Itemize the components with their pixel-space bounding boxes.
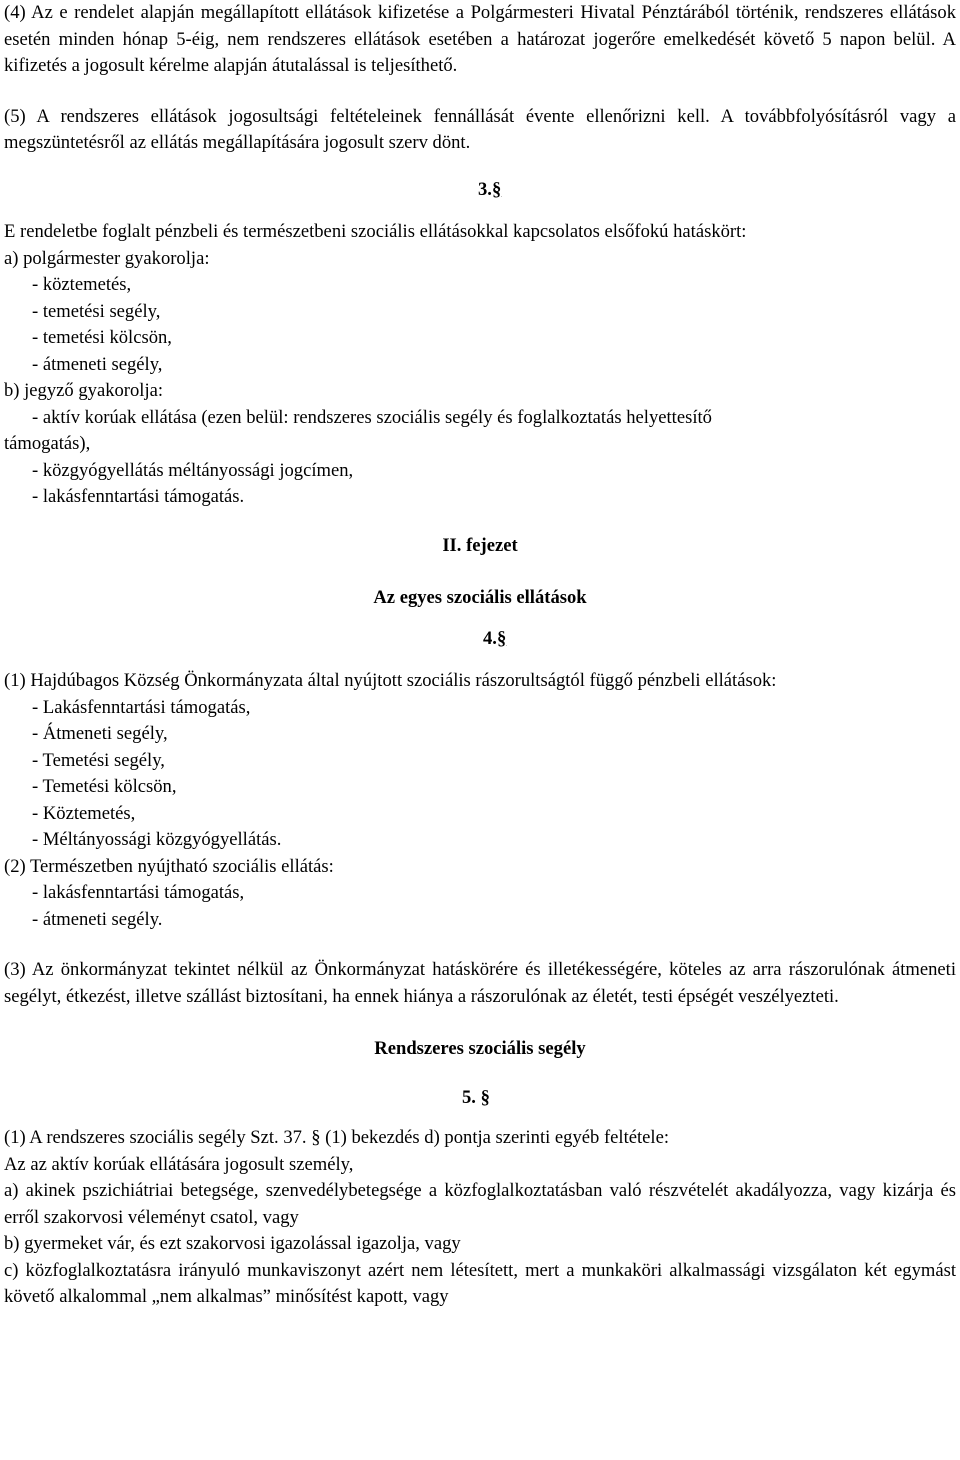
list-item: - temetési kölcsön, bbox=[32, 327, 172, 348]
list-item: - lakásfenntartási támogatás, bbox=[32, 882, 245, 903]
list-item: - temetési segély, bbox=[32, 300, 161, 322]
section-5-item-a: a) akinek pszichiátriai betegsége, szenvedélybetegsége a közfoglalkoztatásban való részvételét akadályozza, vagy kizárja és erről szakorvosi véleményt csatol, vagy bbox=[4, 1180, 956, 1228]
section-5-heading bbox=[4, 1085, 956, 1112]
section-4-heading bbox=[4, 626, 956, 653]
list-item-continuation: támogatás), bbox=[4, 433, 91, 454]
section-5-item-b: b) gyermeket vár, és ezt szakorvosi igazolással igazolja, vagy bbox=[4, 1233, 461, 1254]
section-3-sign: § bbox=[491, 178, 502, 200]
subsection-title: Rendszeres szociális segély bbox=[374, 1038, 586, 1059]
list-item: - aktív korúak ellátása (ezen belül: rendszeres szociális segély és foglalkoztatás helyettesítő bbox=[32, 406, 712, 428]
section-5-sign: § bbox=[480, 1086, 490, 1108]
section-3-heading bbox=[4, 177, 956, 204]
section-4-paragraph-1: (1) Hajdúbagos Község Önkormányzata által nyújtott szociális rászorultságtól függő pénzbeli ellátások: bbox=[4, 670, 777, 691]
section-4-paragraph-3: (3) Az önkormányzat tekintet nélkül az Önkormányzat hatáskörére és illetékességére, köteles az arra rászorulónak átmeneti segélyt, étkezést, illetve szállást biztosítani, ha ennek hiánya a rászorulónak az életét, testi épségét veszélyezteti. bbox=[4, 959, 956, 1007]
section-4-paragraph-2: (2) Természetben nyújtható szociális ellátás: bbox=[4, 855, 334, 877]
list-item: - köztemetés, bbox=[32, 274, 132, 295]
section-3-list-b bbox=[4, 405, 956, 511]
chapter-title: Az egyes szociális ellátások bbox=[373, 587, 587, 608]
list-item: - Temetési kölcsön, bbox=[32, 776, 177, 797]
list-item: - lakásfenntartási támogatás. bbox=[32, 486, 245, 507]
section-3-item-a: a) polgármester gyakorolja: bbox=[4, 247, 210, 269]
list-item: - Temetési segély, bbox=[32, 749, 165, 771]
section-4-number: 4. bbox=[483, 627, 497, 649]
section-3-item-b: b) jegyző gyakorolja: bbox=[4, 380, 164, 401]
paragraph-4: (4) Az e rendelet alapján megállapított ellátások kifizetése a Polgármesteri Hivatal Pénztárából történik, rendszeres ellátások esetén minden hónap 5-éig, nem rendszeres ellátások esetében a határozat jogerőre emelkedését követő 5 napon belül. A kifizetés a jogosult kérelme alapján átutalással is teljesíthető. bbox=[4, 2, 956, 76]
section-5-number: 5. bbox=[462, 1086, 476, 1108]
section-5-paragraph-1-line-2: Az az aktív korúak ellátására jogosult személy, bbox=[4, 1153, 354, 1175]
list-item: - átmeneti segély, bbox=[32, 353, 163, 375]
list-item: - átmeneti segély. bbox=[32, 908, 163, 930]
list-item: - Köztemetés, bbox=[32, 802, 136, 824]
section-4-list-2 bbox=[4, 880, 956, 933]
section-5-item-c: c) közfoglalkoztatásra irányuló munkaviszonyt azért nem létesített, mert a munkaköri alkalmassági vizsgálaton két egymást követő alkalommal „nem alkalmas” minősítést kapott, vagy bbox=[4, 1259, 956, 1307]
section-5-paragraph-1: (1) A rendszeres szociális segély Szt. 37. § (1) bekezdés d) pontja szerinti egyéb feltétele: bbox=[4, 1127, 670, 1148]
list-item: - Méltányossági közgyógyellátás. bbox=[32, 829, 282, 850]
chapter-number: II. fejezet bbox=[442, 534, 518, 556]
list-item: - Lakásfenntartási támogatás, bbox=[32, 696, 251, 718]
section-3-number: 3. bbox=[478, 178, 492, 200]
section-3-list-a bbox=[4, 272, 956, 378]
section-3-intro: E rendeletbe foglalt pénzbeli és természetbeni szociális ellátásokkal kapcsolatos elsőfokú hatáskört: bbox=[4, 221, 747, 242]
section-4-sign: § bbox=[496, 627, 507, 649]
list-item: - közgyógyellátás méltányossági jogcímen, bbox=[32, 459, 354, 481]
list-item: - Átmeneti segély, bbox=[32, 723, 168, 744]
section-4-list-1 bbox=[4, 695, 956, 854]
paragraph-5: (5) A rendszeres ellátások jogosultsági feltételeinek fennállását évente ellenőrizni kell. A továbbfolyósításról vagy a megszüntetésről az ellátás megállapítására jogosult szerv dönt. bbox=[4, 105, 956, 153]
